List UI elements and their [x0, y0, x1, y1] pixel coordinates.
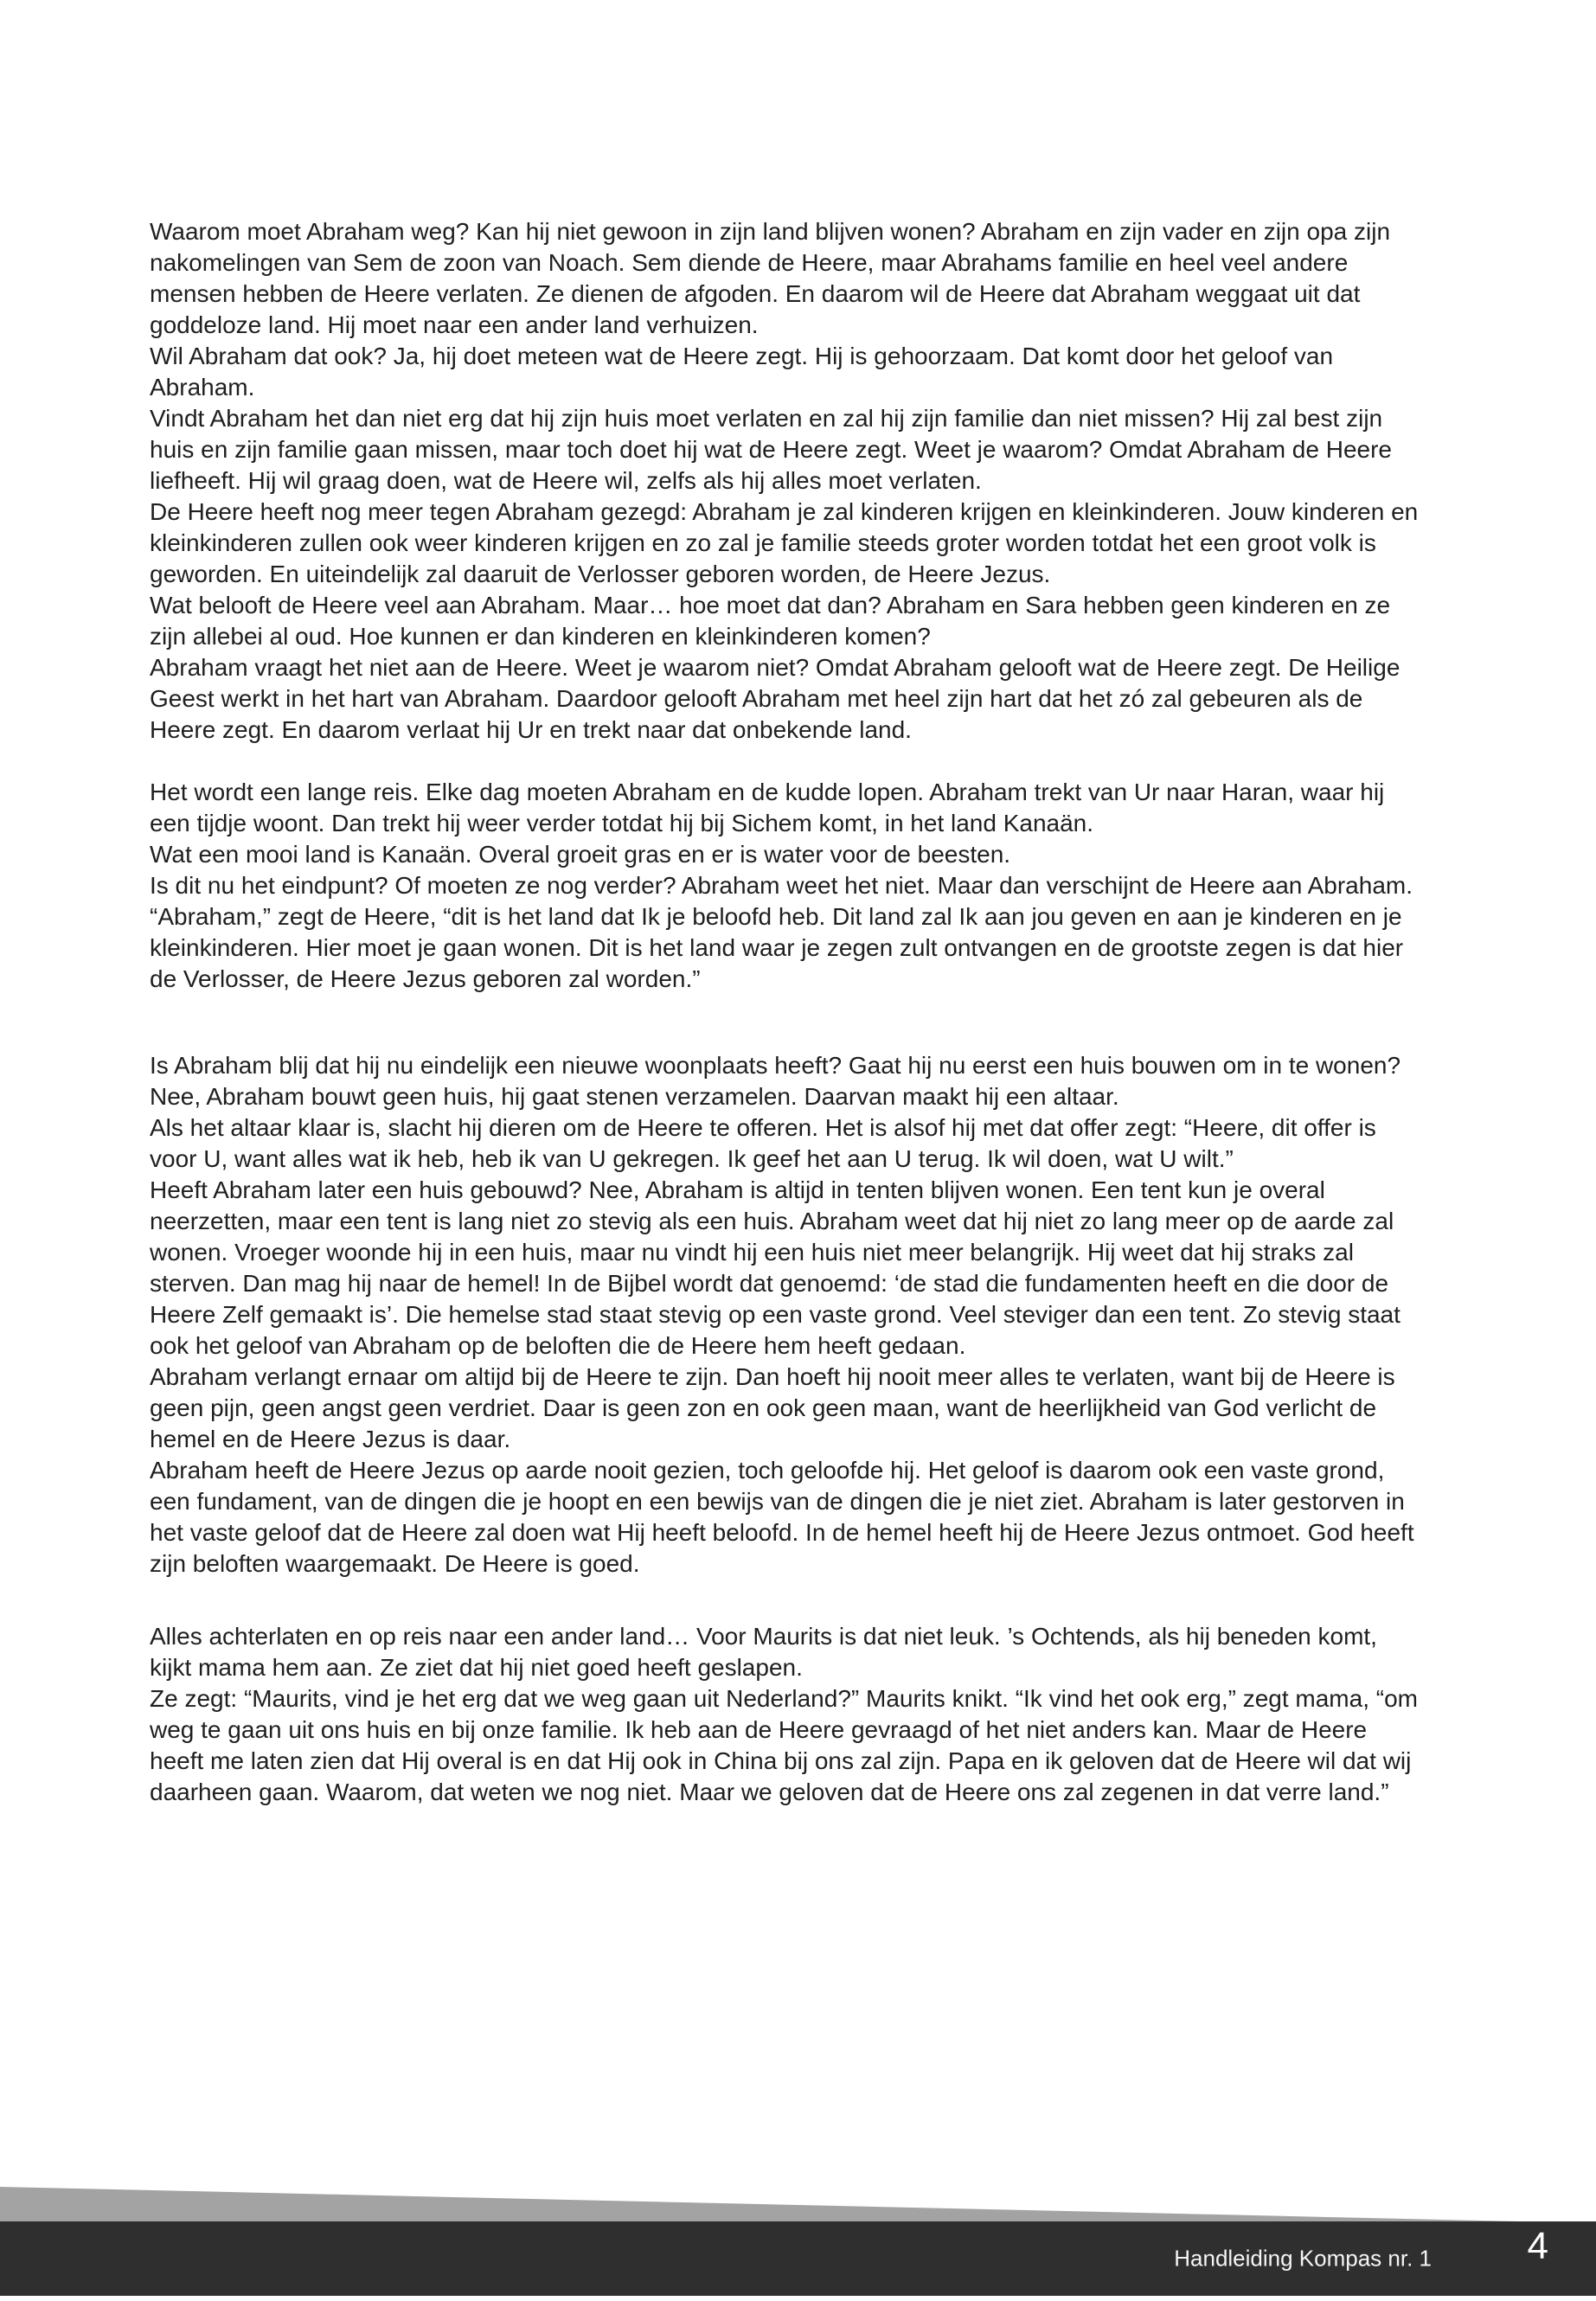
paragraph: Abraham heeft de Heere Jezus op aarde nooit gezien, toch geloofde hij. Het geloof is daarom ook een vaste grond, een fundament, van de dingen die je hoopt en een bewijs van de dingen die je niet ziet. Abraham is later gestorven in het vaste geloof dat de Heere zal doen wat Hij heeft beloofd. In de hemel heeft hij de Heere Jezus ontmoet. God heeft zijn beloften waargemaakt. De Heere is goed. [150, 1457, 1414, 1577]
paragraph: Wil Abraham dat ook? Ja, hij doet meteen wat de Heere zegt. Hij is gehoorzaam. Dat komt door het geloof van Abraham. [150, 343, 1334, 401]
footer-bar [0, 2221, 1596, 2296]
footer-diagonal-stripe [0, 2187, 1596, 2223]
paragraph: Het wordt een lange reis. Elke dag moeten Abraham en de kudde lopen. Abraham trekt van Ur naar Haran, waar hij een tijdje woont. Dan trekt hij weer verder totdat hij bij Sichem komt, in het land Kanaän. [150, 779, 1385, 836]
document-body [150, 216, 1420, 1808]
paragraph: Ze zegt: “Maurits, vind je het erg dat we weg gaan uit Nederland?” Maurits knikt. “Ik vind het ook erg,” zegt mama, “om weg te gaan uit ons huis en bij onze familie. Ik heb aan de Heere gevraagd of het niet anders kan. Maar de Heere heeft me laten zien dat Hij overal is en dat Hij ook in China bij ons zal zijn. Papa en ik geloven dat de Heere wil dat wij daarheen gaan. Waarom, dat weten we nog niet. Maar we geloven dat de Heere ons zal zegenen in dat verre land.” [150, 1685, 1418, 1805]
paragraph: Alles achterlaten en op reis naar een ander land… Voor Maurits is dat niet leuk. ’s Ochtends, als hij beneden komt, kijkt mama hem aan. Ze ziet dat hij niet goed heeft geslapen. [150, 1623, 1377, 1681]
paragraph: Heeft Abraham later een huis gebouwd? Nee, Abraham is altijd in tenten blijven wonen. Een tent kun je overal neerzetten, maar een tent is lang niet zo stevig als een huis. Abraham weet dat hij niet zo lang meer op de aarde zal wonen. Vroeger woonde hij in een huis, maar nu vindt hij een huis niet meer belangrijk. Hij weet dat hij straks zal sterven. Dan mag hij naar de hemel! In de Bijbel wordt dat genoemd: ‘de stad die fundamenten heeft en die door de Heere Zelf gemaakt is’. Die hemelse stad staat stevig op een vaste grond. Veel steviger dan een tent. Zo stevig staat ook het geloof van Abraham op de beloften die de Heere hem heeft gedaan. [150, 1176, 1401, 1359]
paragraph: Abraham vraagt het niet aan de Heere. Weet je waarom niet? Omdat Abraham gelooft wat de Heere zegt. De Heilige Geest werkt in het hart van Abraham. Daardoor gelooft Abraham met heel zijn hart dat het zó zal gebeuren als de Heere zegt. En daarom verlaat hij Ur en trekt naar dat onbekende land. [150, 654, 1401, 743]
paragraph: De Heere heeft nog meer tegen Abraham gezegd: Abraham je zal kinderen krijgen en kleinkinderen. Jouw kinderen en kleinkinderen zullen ook weer kinderen krijgen en zo zal je familie steeds groter worden totdat het een groot volk is geworden. En uiteindelijk zal daaruit de Verlosser geboren worden, de Heere Jezus. [150, 498, 1419, 587]
text-section-reis [150, 777, 1420, 995]
paragraph: Is Abraham blij dat hij nu eindelijk een nieuwe woonplaats heeft? Gaat hij nu eerst een huis bouwen om in te wonen? Nee, Abraham bouwt geen huis, hij gaat stenen verzamelen. Daarvan maakt hij een altaar. [150, 1052, 1401, 1110]
paragraph: Abraham verlangt ernaar om altijd bij de Heere te zijn. Dan hoeft hij nooit meer alles te verlaten, want bij de Heere is geen pijn, geen angst geen verdriet. Daar is geen zon en ook geen maan, want de heerlijkheid van God verlicht de hemel en de Heere Jezus is daar. [150, 1363, 1395, 1452]
text-section-maurits [150, 1621, 1420, 1808]
paragraph: Waarom moet Abraham weg? Kan hij niet gewoon in zijn land blijven wonen? Abraham en zijn vader en zijn opa zijn nakomelingen van Sem de zoon van Noach. Sem diende de Heere, maar Abrahams familie en heel veel andere mensen hebben de Heere verlaten. Ze dienen de afgoden. En daarom wil de Heere dat Abraham weggaat uit dat goddeloze land. Hij moet naar een ander land verhuizen. [150, 218, 1391, 338]
page-number: 4 [1527, 2225, 1548, 2267]
footer-title: Handleiding Kompas nr. 1 [1174, 2245, 1432, 2272]
paragraph: Wat een mooi land is Kanaän. Overal groeit gras en er is water voor de beesten. [150, 841, 1011, 868]
paragraph: Is dit nu het eindpunt? Of moeten ze nog verder? Abraham weet het niet. Maar dan verschijnt de Heere aan Abraham. “Abraham,” zegt de Heere, “dit is het land dat Ik je beloofd heb. Dit land zal Ik aan jou geven en aan je kinderen en je kleinkinderen. Hier moet je gaan wonen. Dit is het land waar je zegen zult ontvangen en de grootste zegen is dat hier de Verlosser, de Heere Jezus geboren zal worden.” [150, 872, 1413, 992]
text-section-altaar [150, 1050, 1420, 1580]
paragraph: Als het altaar klaar is, slacht hij dieren om de Heere te offeren. Het is alsof hij met dat offer zegt: “Heere, dit offer is voor U, want alles wat ik heb, heb ik van U gekregen. Ik geef het aan U terug. Ik wil doen, wat U wilt.” [150, 1114, 1376, 1172]
paragraph: Wat belooft de Heere veel aan Abraham. Maar… hoe moet dat dan? Abraham en Sara hebben geen kinderen en ze zijn allebei al oud. Hoe kunnen er dan kinderen en kleinkinderen komen? [150, 592, 1391, 650]
paragraph: Vindt Abraham het dan niet erg dat hij zijn huis moet verlaten en zal hij zijn familie dan niet missen? Hij zal best zijn huis en zijn familie gaan missen, maar toch doet hij wat de Heere zegt. Weet je waarom? Omdat Abraham de Heere liefheeft. Hij wil graag doen, wat de Heere wil, zelfs als hij alles moet verlaten. [150, 405, 1392, 494]
text-section-abraham-weg [150, 216, 1420, 746]
